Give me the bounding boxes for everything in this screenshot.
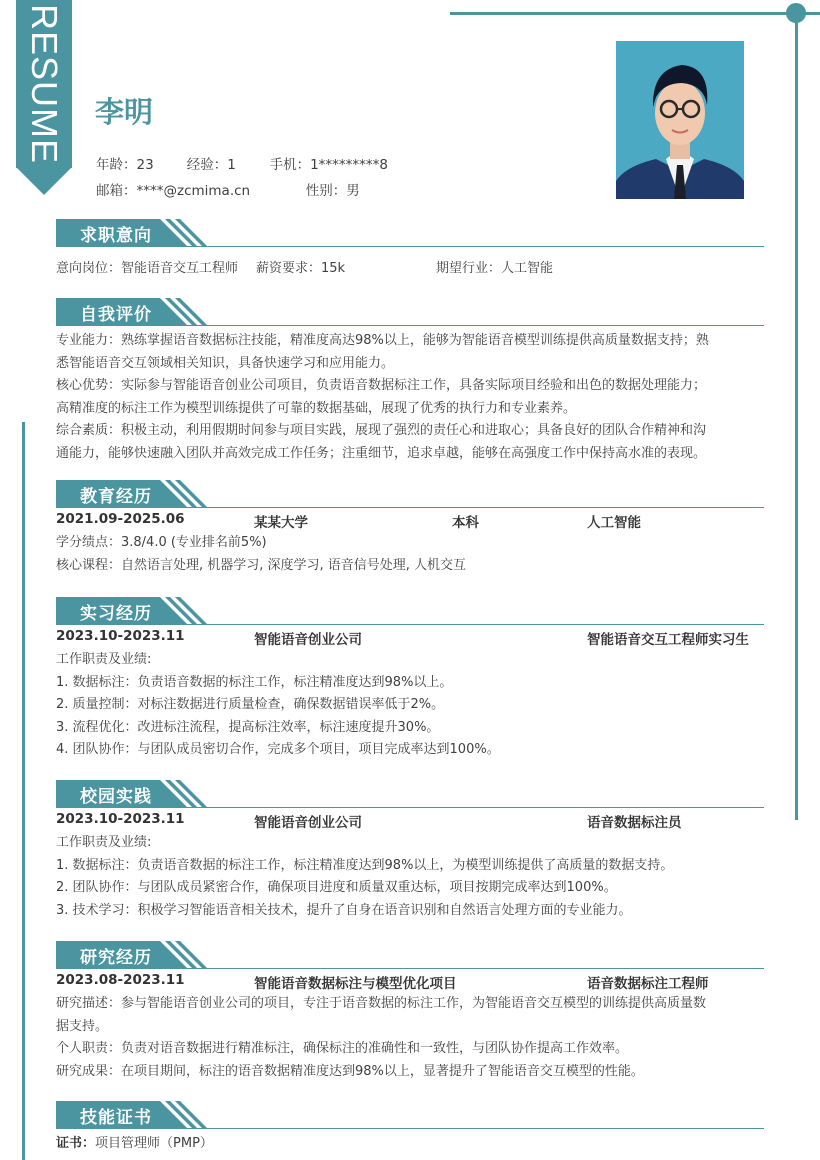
exp-label: 经验： bbox=[186, 157, 228, 173]
research-project: 智能语音数据标注与模型优化项目 bbox=[254, 976, 457, 992]
diagonal-stripes-icon bbox=[156, 1101, 210, 1129]
intent-position: 意向岗位：智能语音交互工程师 bbox=[56, 261, 239, 276]
section-skills-certificates bbox=[56, 1101, 764, 1156]
age-value: 23 bbox=[136, 157, 154, 173]
education-school: 某某大学 bbox=[254, 515, 308, 531]
section-campus-practice bbox=[56, 780, 764, 922]
research-line: 据支持。 bbox=[56, 1018, 109, 1034]
section-education bbox=[56, 480, 764, 577]
section-header bbox=[56, 219, 764, 247]
section-self-evaluation bbox=[56, 298, 764, 465]
section-research bbox=[56, 941, 764, 1083]
age-label: 年龄： bbox=[96, 157, 137, 173]
campus-role: 语音数据标注员 bbox=[587, 815, 682, 831]
section-title: 实习经历 bbox=[80, 604, 152, 624]
internship-line: 1. 数据标注：负责语音数据的标注工作，标注精准度达到98%以上。 bbox=[56, 674, 453, 690]
diagonal-stripes-icon bbox=[156, 480, 210, 508]
research-entry-header bbox=[56, 969, 764, 993]
campus-line: 3. 技术学习：积极学习智能语音相关技术，提升了自身在语音识别和自然语言处理方面的专业能力。 bbox=[56, 902, 632, 918]
self-eval-body bbox=[56, 330, 764, 465]
info-row-1 bbox=[96, 153, 388, 173]
section-header bbox=[56, 941, 764, 969]
campus-company: 智能语音创业公司 bbox=[254, 815, 362, 831]
education-line: 学分绩点：3.8/4.0 (专业排名前5%) bbox=[56, 535, 267, 550]
self-eval-line: 通能力，能够快速融入团队并高效完成工作任务；注重细节，追求卓越，能够在高强度工作中保持高水准的表现。 bbox=[56, 445, 707, 461]
research-role: 语音数据标注工程师 bbox=[587, 976, 709, 992]
self-eval-line: 悉智能语音交互领域相关知识，具备快速学习和应用能力。 bbox=[56, 355, 395, 371]
section-title: 自我评价 bbox=[80, 305, 152, 325]
section-header bbox=[56, 298, 764, 326]
certificate-label: 证书： bbox=[56, 1136, 96, 1151]
intent-salary: 薪资要求：15k bbox=[256, 261, 346, 276]
self-eval-line: 高精准度的标注工作为模型训练提供了可靠的数据基础，展现了优秀的执行力和专业素养。 bbox=[56, 400, 577, 416]
section-job-intent bbox=[56, 219, 764, 280]
section-header bbox=[56, 597, 764, 625]
internship-line: 工作职责及业绩: bbox=[56, 652, 152, 667]
education-date: 2021.09-2025.06 bbox=[56, 511, 185, 527]
right-decorative-line bbox=[795, 14, 798, 820]
section-title: 教育经历 bbox=[80, 487, 152, 507]
email-value: ****@zcmima.cn bbox=[136, 183, 251, 199]
section-header bbox=[56, 1101, 764, 1129]
diagonal-stripes-icon bbox=[156, 298, 210, 326]
left-decorative-line bbox=[22, 422, 25, 1160]
candidate-name: 李明 bbox=[95, 95, 154, 129]
section-title: 求职意向 bbox=[80, 226, 152, 246]
person-portrait-icon bbox=[616, 41, 744, 199]
email-label: 邮箱： bbox=[96, 183, 137, 199]
certificate-value: 项目管理师（PMP） bbox=[95, 1136, 213, 1151]
internship-line: 2. 质量控制：对标注数据进行质量检查，确保数据错误率低于2%。 bbox=[56, 697, 445, 712]
exp-value: 1 bbox=[227, 157, 236, 173]
resume-ribbon bbox=[16, 0, 72, 196]
self-eval-line: 专业能力：熟练掌握语音数据标注技能，精准度高达98%以上，能够为智能语音模型训练提供高质量数据支持；熟 bbox=[56, 333, 709, 348]
internship-company: 智能语音创业公司 bbox=[254, 632, 362, 648]
internship-date: 2023.10-2023.11 bbox=[56, 628, 185, 644]
gender-label: 性别： bbox=[305, 183, 347, 199]
diagonal-stripes-icon bbox=[156, 597, 210, 625]
ribbon-text: RESUME bbox=[24, 3, 65, 165]
ribbon-tip bbox=[16, 167, 72, 195]
education-degree: 本科 bbox=[452, 515, 479, 531]
research-line: 个人职责：负责对语音数据进行精准标注，确保标注的准确性和一致性，与团队协作提高工作效率。 bbox=[56, 1041, 629, 1056]
campus-line: 工作职责及业绩: bbox=[56, 835, 152, 850]
education-major: 人工智能 bbox=[587, 515, 641, 531]
section-title: 研究经历 bbox=[80, 948, 152, 968]
diagonal-stripes-icon bbox=[156, 780, 210, 808]
diagonal-stripes-icon bbox=[156, 219, 210, 247]
phone-label: 手机： bbox=[269, 157, 311, 173]
section-title: 技能证书 bbox=[80, 1108, 152, 1128]
gender-value: 男 bbox=[346, 183, 360, 199]
research-line: 研究描述：参与智能语音创业公司的项目，专注于语音数据的标注工作，为智能语音交互模型的训练提供高质量数 bbox=[56, 996, 707, 1011]
campus-line: 2. 团队协作：与团队成员紧密合作，确保项目进度和质量双重达标，项目按期完成率达到100%。 bbox=[56, 880, 617, 895]
certificate-row bbox=[56, 1133, 764, 1156]
campus-date: 2023.10-2023.11 bbox=[56, 811, 185, 827]
education-line: 核心课程：自然语言处理, 机器学习, 深度学习, 语音信号处理, 人机交互 bbox=[56, 557, 467, 573]
phone-value: 1*********8 bbox=[310, 157, 389, 173]
research-date: 2023.08-2023.11 bbox=[56, 972, 185, 988]
self-eval-line: 综合素质：积极主动，利用假期时间参与项目实践，展现了强烈的责任心和进取心；具备良好的团队合作精神和沟 bbox=[56, 423, 707, 438]
internship-entry-header bbox=[56, 625, 764, 649]
diagonal-stripes-icon bbox=[156, 941, 210, 969]
intent-row bbox=[56, 258, 764, 280]
section-title: 校园实践 bbox=[80, 787, 152, 807]
profile-photo bbox=[616, 41, 744, 199]
self-eval-line: 核心优势：实际参与智能语音创业公司项目，负责语音数据标注工作，具备实际项目经验和出色的数据处理能力； bbox=[56, 378, 707, 393]
education-entry-header bbox=[56, 508, 764, 532]
campus-entry-header bbox=[56, 808, 764, 832]
internship-line: 3. 流程优化：改进标注流程，提高标注效率，标注速度提升30%。 bbox=[56, 719, 440, 735]
internship-role: 智能语音交互工程师实习生 bbox=[587, 632, 749, 648]
campus-line: 1. 数据标注：负责语音数据的标注工作，标注精准度达到98%以上，为模型训练提供了高质量的数据支持。 bbox=[56, 857, 674, 873]
section-internship bbox=[56, 597, 764, 762]
info-row-2 bbox=[96, 179, 360, 199]
section-header bbox=[56, 480, 764, 508]
research-line: 研究成果：在项目期间，标注的语音数据精准度达到98%以上，显著提升了智能语音交互模型的性能。 bbox=[56, 1063, 644, 1079]
section-header bbox=[56, 780, 764, 808]
intent-industry: 期望行业：人工智能 bbox=[436, 261, 554, 276]
top-decorative-line bbox=[450, 12, 820, 15]
internship-line: 4. 团队协作：与团队成员密切合作，完成多个项目，项目完成率达到100%。 bbox=[56, 742, 500, 757]
